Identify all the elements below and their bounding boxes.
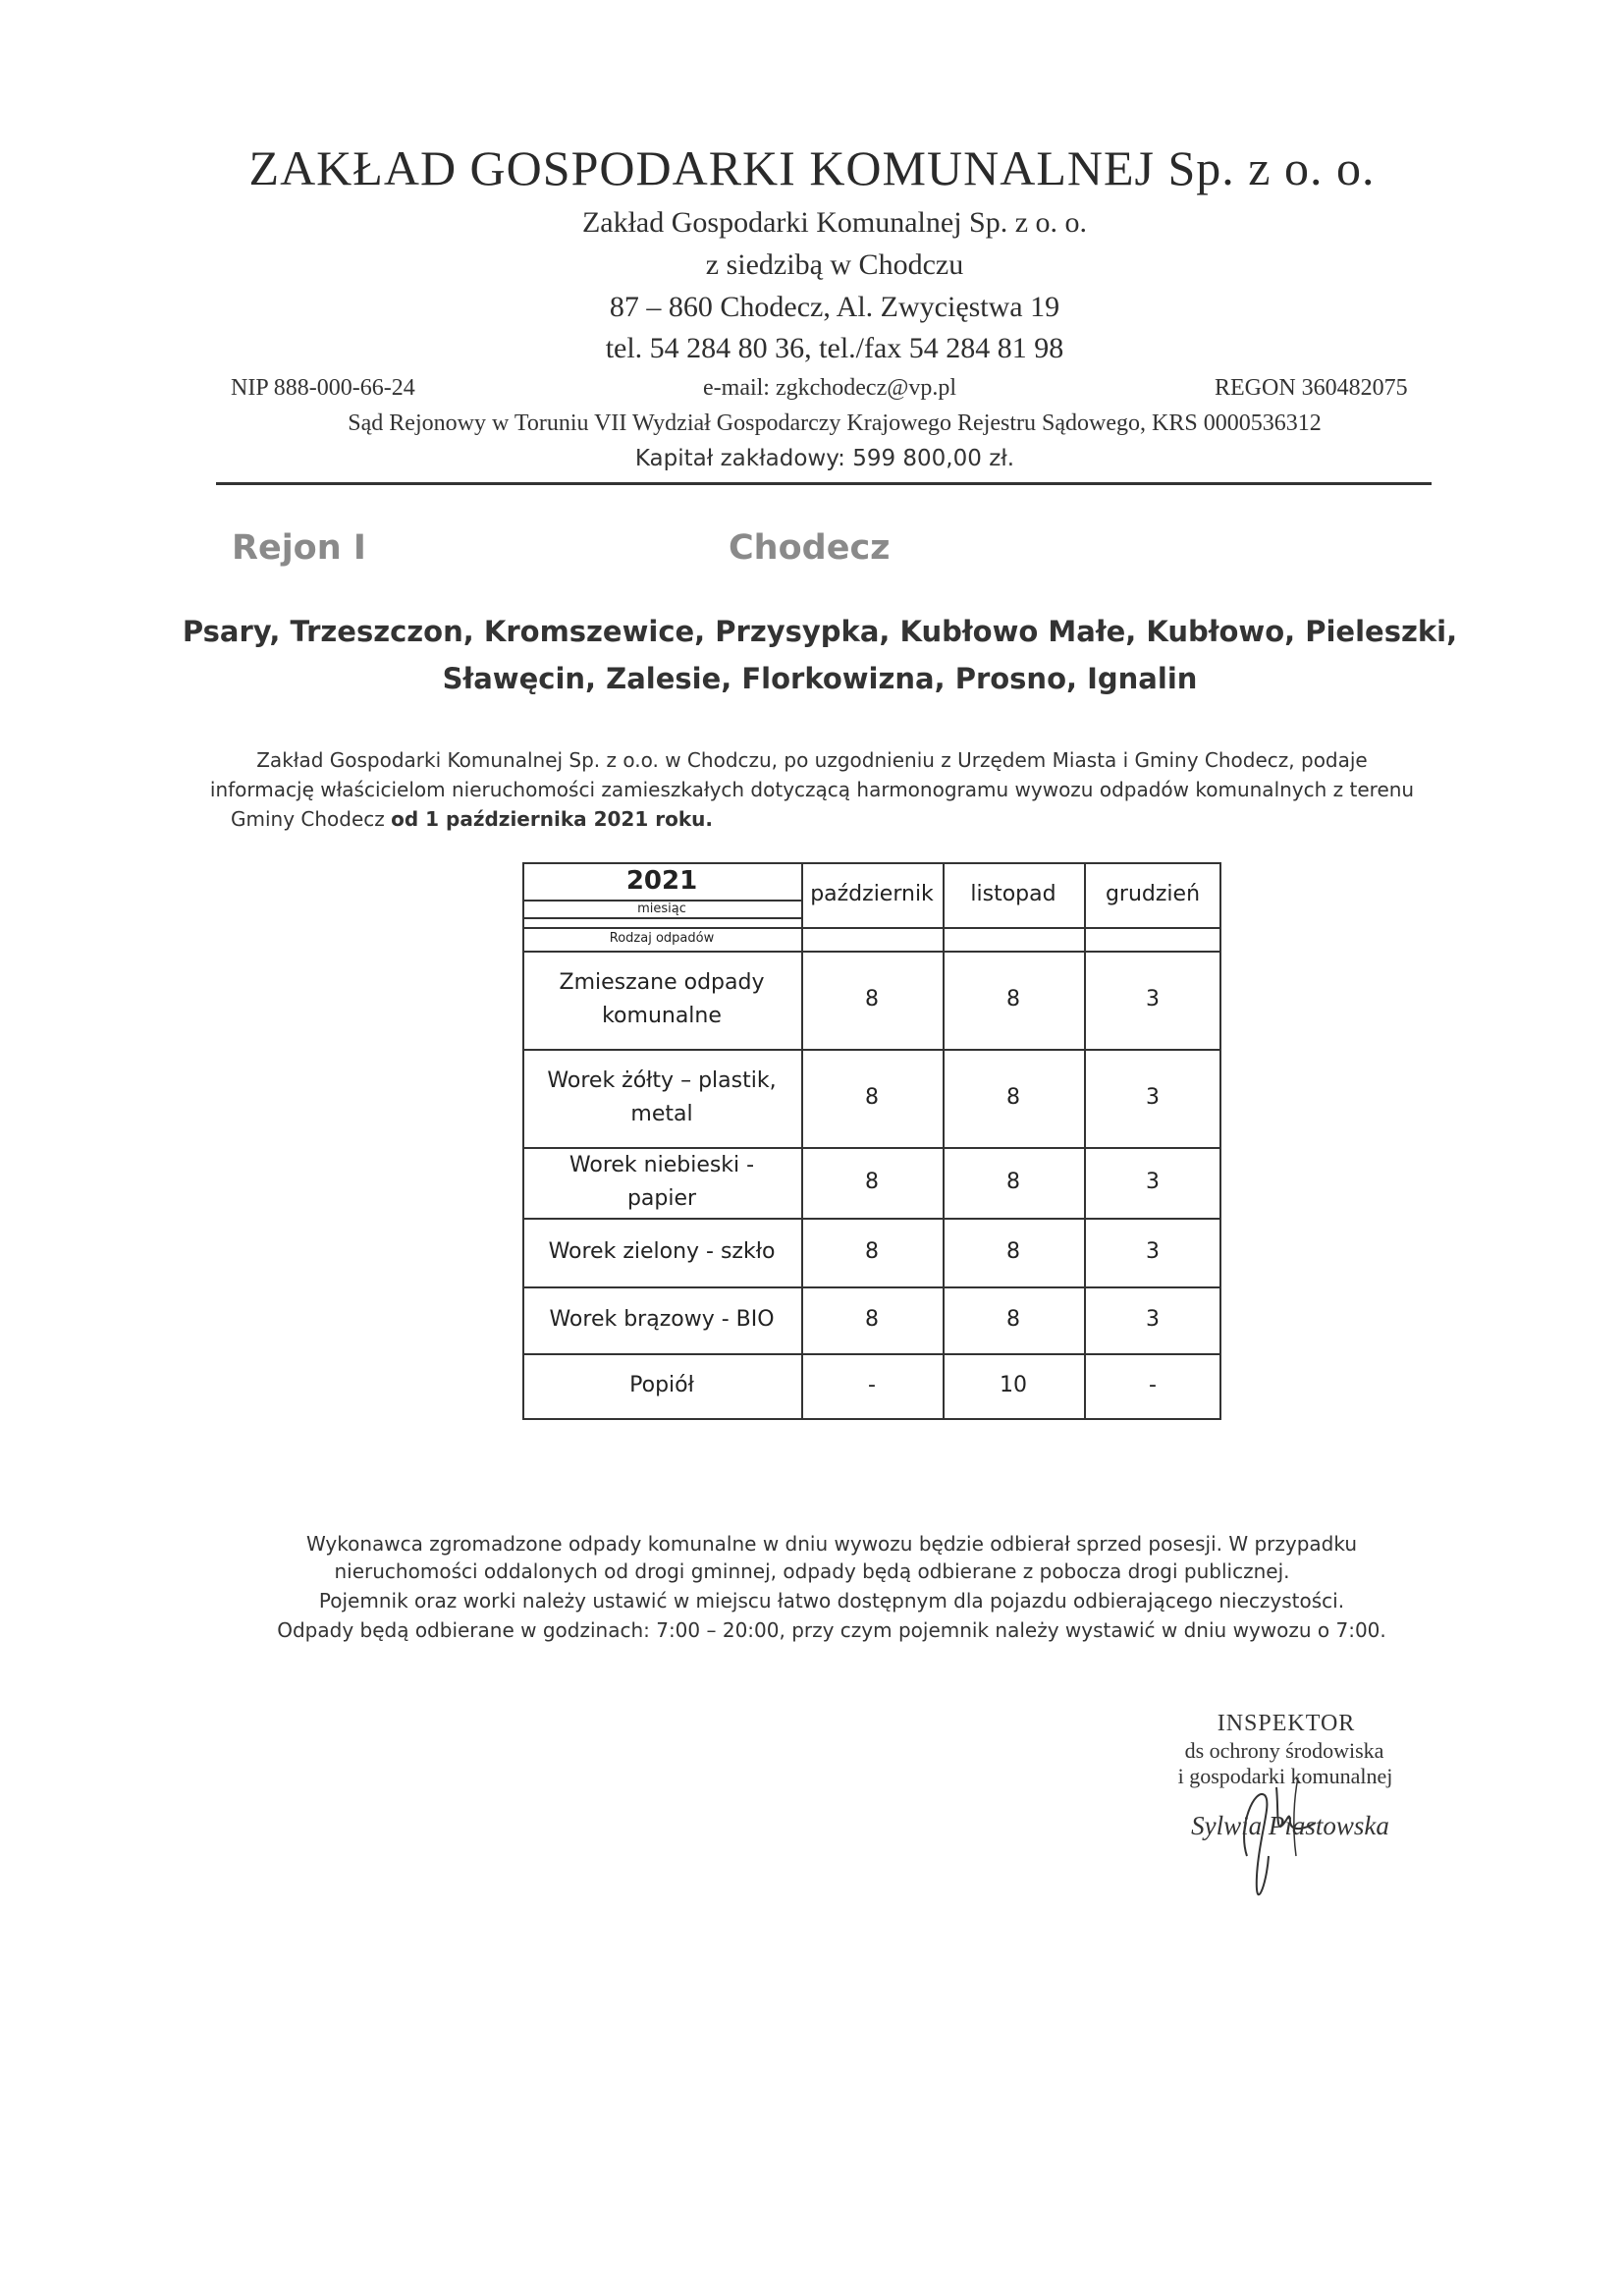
address-line-4: tel. 54 284 80 36, tel./fax 54 284 81 98 [605,332,1064,364]
year-header: 2021 [625,866,698,896]
table-cell-value: 3 [1146,1239,1160,1264]
footer-line-4: Odpady będą odbierane w godzinach: 7:00 – 20:00, przy czym pojemnik należy wystawić w dniu wywozu o 7:00. [277,1618,1386,1642]
footer-line-1: Wykonawca zgromadzone odpady komunalne w dniu wywozu będzie odbierał sprzed posesji. W przypadku [305,1532,1358,1556]
waste-type-label: Rodzaj odpadów [609,931,715,946]
table-row-ash: Popiół [629,1373,694,1397]
header-divider [216,482,1432,485]
waste-type-line: Worek niebieski - [568,1153,755,1177]
table-cell-value: 10 [1000,1373,1027,1397]
month-november-header: listopad [970,882,1056,906]
table-row-mixed-waste [522,951,801,1049]
table-row-blue-bag [522,1147,801,1218]
address-line-1: Zakład Gospodarki Komunalnej Sp. z o. o. [581,206,1088,239]
table-cell-value: 8 [865,987,879,1011]
handwritten-signature [1208,1768,1424,1905]
table-row-brown-bag: Worek brązowy - BIO [549,1307,775,1332]
stamp-line-1: ds ochrony środowiska [1184,1738,1384,1763]
table-cell-value: 3 [1146,1085,1160,1110]
table-cell-value: 8 [865,1170,879,1194]
table-divider [522,917,801,919]
court-registration: Sąd Rejonowy w Toruniu VII Wydział Gospodarczy Krajowego Rejestru Sądowego, KRS 0000536312 [348,410,1322,436]
table-cell-value: 8 [1006,1307,1020,1332]
table-cell-value: 3 [1146,1170,1160,1194]
table-cell-value: 8 [865,1239,879,1264]
share-capital: Kapitał zakładowy: 599 800,00 zł. [634,446,1015,471]
table-cell-value: - [1149,1373,1157,1397]
table-cell-value: 8 [865,1307,879,1332]
regon-number: REGON 360482075 [1215,375,1408,401]
table-row-green-bag: Worek zielony - szkło [548,1239,776,1264]
table-cell-value: - [868,1373,876,1397]
waste-type-line: metal [630,1102,693,1126]
month-december-header: grudzień [1105,882,1201,906]
nip-number: NIP 888-000-66-24 [231,375,415,401]
month-label: miesiąc [637,902,686,916]
table-cell-value: 8 [865,1085,879,1110]
footer-line-2: nieruchomości oddalonych od drogi gminnej, odpady będą odbierane z pobocza drogi publicznej. [334,1559,1290,1583]
table-border-bottom [522,1418,1221,1420]
table-cell-value: 8 [1006,1239,1020,1264]
region-label: Rejon I [232,528,366,568]
region-name: Chodecz [729,528,891,568]
stamp-line-2: i gospodarki komunalnej [1177,1764,1393,1788]
intro-line-3 [231,807,713,831]
waste-type-line: papier [626,1186,697,1211]
intro-line-2: informację właścicielom nieruchomości zamieszkałych dotyczącą harmonogramu wywozu odpadów komunalnych z terenu [209,778,1415,801]
intro-line-3-prefix: Gminy Chodecz [231,807,385,831]
company-title: ZAKŁAD GOSPODARKI KOMUNALNEJ Sp. z o. o. [248,140,1376,195]
footer-line-3: Pojemnik oraz worki należy ustawić w miejscu łatwo dostępnym dla pojazdu odbierającego nieczystości. [318,1589,1345,1613]
collection-schedule-table [522,862,1221,1420]
table-row-yellow-bag [522,1049,801,1147]
table-cell-value: 8 [1006,987,1020,1011]
intro-start-date: od 1 października 2021 roku. [391,807,713,831]
waste-type-line: Worek żółty – plastik, [547,1068,777,1093]
villages-line-2: Sławęcin, Zalesie, Florkowizna, Prosno, Ignalin [442,662,1198,695]
stamp-title: INSPEKTOR [1217,1711,1356,1736]
table-cell-value: 8 [1006,1170,1020,1194]
intro-line-1: Zakład Gospodarki Komunalnej Sp. z o.o. w Chodczu, po uzgodnieniu z Urzędem Miasta i Gminy Chodecz, podaje [256,748,1368,772]
waste-type-line: Zmieszane odpady [559,970,765,995]
table-cell-value: 3 [1146,1307,1160,1332]
month-october-header: październik [810,882,934,906]
address-line-3: 87 – 860 Chodecz, Al. Zwycięstwa 19 [609,291,1060,323]
table-cell-value: 3 [1146,987,1160,1011]
villages-line-1: Psary, Trzeszczon, Kromszewice, Przysypka, Kubłowo Małe, Kubłowo, Pieleszki, [182,615,1458,648]
email-address: e-mail: zgkchodecz@vp.pl [703,375,956,401]
address-line-2: z siedzibą w Chodczu [705,248,964,281]
table-cell-value: 8 [1006,1085,1020,1110]
stamp-name: Sylwia Piastowska [1191,1811,1389,1840]
waste-type-line: komunalne [602,1004,722,1028]
